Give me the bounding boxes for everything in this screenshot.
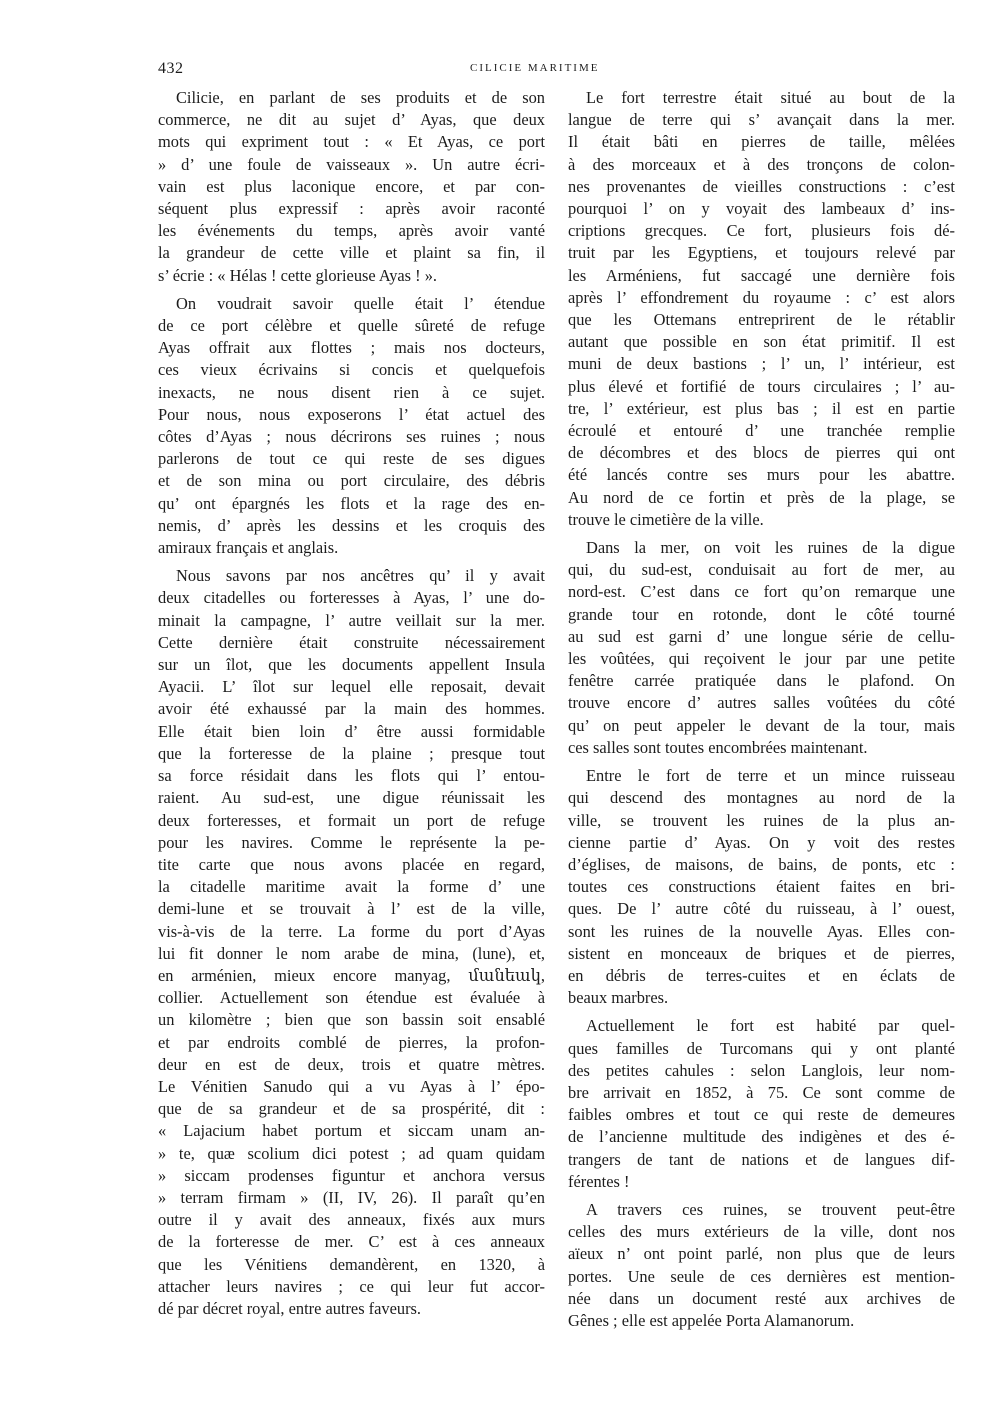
text-line: celles des murs extérieurs de la ville, dont nos (568, 1222, 955, 1242)
text-line: Nous savons par nos ancêtres qu’ il y avait (176, 566, 545, 586)
paragraph (568, 1199, 955, 1332)
text-line: trouve encore d’ autres salles voûtées du côté (568, 693, 955, 713)
text-line: à des morceaux et à des tronçons de colon- (568, 154, 955, 174)
text-line: dé par décret royal, entre autres faveurs. (158, 1298, 422, 1318)
text-line: minait la campagne, l’ autre veillait sur la mer. (158, 610, 545, 630)
text-line: deux citadelles ou forteresses à Ayas, l’ une do- (158, 588, 545, 608)
text-line: Au nord de ce fortin et près de la plage, se (568, 487, 955, 507)
text-line: truit par les Egyptiens, et toujours relevé par (568, 243, 955, 263)
text-line: avoir été exhaussé par la main des hommes. (158, 699, 545, 719)
running-head: CILICIE MARITIME (470, 62, 600, 74)
text-line: qui, du sud-est, conduisait au fort de mer, au (568, 560, 955, 580)
left-column (158, 87, 545, 1326)
text-line: férentes ! (568, 1171, 630, 1191)
text-line: lui fit donner le nom arabe de mina, (lune), et, (158, 943, 545, 963)
text-line: vain est plus laconique encore, et par con- (158, 176, 545, 196)
text-line: tre, l’ extérieur, est plus bas ; il est en partie (568, 398, 955, 418)
text-line: Dans la mer, on voit les ruines de la digue (586, 538, 955, 558)
text-line: de l’ancienne multitude des indigènes et des é- (568, 1127, 955, 1147)
text-line: les événements du temps, après avoir vanté (158, 221, 545, 241)
text-line: qui descend des montagnes au nord de la (568, 788, 955, 808)
text-line: après l’ effondrement du royaume : c’ est alors (568, 287, 955, 307)
text-line: « Lajacium habet portum et siccam unam an- (158, 1121, 545, 1141)
text-line: demi-lune et se trouvait à l’ est de la ville, (158, 899, 545, 919)
text-line: vis-à-vis de la terre. La forme du port d’Ayas (158, 921, 545, 941)
text-line: mots qui expriment tout : « Et Ayas, ce port (158, 132, 545, 152)
text-line: toutes ces constructions étaient faites en bri- (568, 877, 955, 897)
text-line: nord-est. C’est dans ce fort qu’on remarque une (568, 582, 955, 602)
text-line: langue de terre qui s’ avançait dans la mer. (568, 110, 955, 130)
text-line: des petites cahules : selon Langlois, leur nom- (568, 1060, 955, 1080)
text-line: portes. Une seule de ces dernières est mention- (568, 1266, 955, 1286)
text-line: On voudrait savoir quelle était l’ étendue (176, 293, 545, 313)
text-line: » siccam prodenses figuntur et anchora versus (158, 1165, 545, 1185)
text-line: Ayas offrait aux flottes ; mais nos docteurs, (158, 338, 545, 358)
text-line: écroulé et entouré d’ une tranchée remplie (568, 421, 955, 441)
text-line: trangers de tant de nations et de langues dif- (568, 1149, 955, 1169)
paragraph (568, 87, 955, 531)
text-line: de ce port célèbre et quelle sûreté de refuge (158, 316, 545, 336)
text-line: Ayacii. L’ îlot sur lequel elle reposait, devait (158, 677, 545, 697)
paragraph (158, 565, 545, 1320)
text-line: pourquoi l’ on y voyait des lambeaux d’ ins- (568, 199, 955, 219)
paragraph (568, 765, 955, 1009)
text-line: en arménien, mieux encore manyag, մանեակ, (158, 965, 545, 985)
paragraph (568, 537, 955, 759)
right-column (568, 87, 955, 1338)
text-line: » d’ une foule de vaisseaux ». Un autre écri- (158, 154, 545, 174)
text-line: de la forteresse de mer. C’ est à ces anneaux (158, 1232, 545, 1252)
text-line: Cilicie, en parlant de ses produits et de son (176, 88, 545, 107)
text-line: sistent en monceaux de briques et de pierres, (568, 943, 955, 963)
text-line: Cette dernière était construite nécessairement (158, 632, 545, 652)
text-line: de décombres et des blocs de pierres qui ont (568, 443, 955, 463)
text-line: grande tour en rotonde, dont le côté tourné (568, 604, 955, 624)
text-line: commerce, ne dit au sujet d’ Ayas, que deux (158, 110, 545, 130)
text-line: deur en est de deux, trois et quatre mètres. (158, 1054, 545, 1074)
text-line: que la forteresse de la plaine ; presque tout (158, 743, 545, 763)
text-line: les Arméniens, fut saccagé une dernière fois (568, 265, 955, 285)
text-line: Elle était bien loin d’ être aussi formidable (158, 721, 545, 741)
text-line: criptions grecques. Ce fort, plusieurs fois dé- (568, 221, 955, 241)
text-line: en débris de terres-cuites et en éclats de (568, 965, 955, 985)
text-line: ques. De l’ autre côté du ruisseau, à l’ ouest, (568, 899, 955, 919)
text-line: d’églises, de maisons, de bains, de ponts, etc : (568, 854, 955, 874)
text-line: muni de deux bastions ; l’ un, l’ intérieur, est (568, 354, 955, 374)
text-line: été lancés contre ses murs pour les abattre. (568, 465, 955, 485)
text-line: Le fort terrestre était situé au bout de la (586, 88, 955, 107)
text-line: née dans un document resté aux archives de (568, 1288, 955, 1308)
text-line: les voûtées, qui reçoivent le jour par une petite (568, 649, 955, 669)
text-line: attacher leurs navires ; ce qui leur fut accor- (158, 1276, 545, 1296)
text-line: ques familles de Turcomans qui y ont planté (568, 1038, 955, 1058)
text-line: raient. Au sud-est, une digue réunissait les (158, 788, 545, 808)
text-line: s’ écrie : « Hélas ! cette glorieuse Ayas ! ». (158, 265, 437, 285)
paragraph (158, 87, 545, 287)
text-line: tite carte que nous avons placée en regard, (158, 854, 545, 874)
text-line: ces vieux écrivains si concis et quelquefois (158, 360, 545, 380)
text-line: Pour nous, nous exposerons l’ état actuel des (158, 404, 545, 424)
text-line: au sud est garni d’ une longue série de cellu- (568, 626, 955, 646)
text-line: séquent plus expressif : après avoir raconté (158, 199, 545, 219)
text-line: la citadelle maritime avait la forme d’ une (158, 877, 545, 897)
text-line: parlerons de tout ce qui reste de ses digues (158, 449, 545, 469)
text-line: qu’ on peut appeler le devant de la tour, mais (568, 715, 955, 735)
text-line: et par endroits comblé de pierres, la profon- (158, 1032, 545, 1052)
text-line: nes provenantes de vieilles constructions : c’est (568, 176, 955, 196)
text-line: amiraux français et anglais. (158, 538, 339, 558)
text-line: plus élevé et fortifié de tours circulaires ; l’ au- (568, 376, 955, 396)
text-line: côtes d’Ayas ; nous décrirons ses ruines ; nous (158, 427, 545, 447)
text-line: un kilomètre ; bien que son bassin soit ensablé (158, 1010, 545, 1030)
text-line: fenêtre carrée pratiquée dans le plafond. On (568, 671, 955, 691)
text-line: » terram firmam » (II, IV, 26). Il paraît qu’en (158, 1187, 545, 1207)
text-line: faibles ombres et tout ce qui reste de demeures (568, 1105, 955, 1125)
text-line: Actuellement le fort est habité par quel- (586, 1016, 955, 1036)
text-line: qu’ ont épargnés les flots et la rage des en- (158, 493, 545, 513)
text-line: autant que possible en son état primitif. Il est (568, 332, 955, 352)
text-line: A travers ces ruines, se trouvent peut-être (586, 1199, 955, 1219)
text-line: ces salles sont toutes encombrées maintenant. (568, 737, 868, 757)
text-line: que les Vénitiens demandèrent, en 1320, à (158, 1254, 545, 1274)
text-line: Gênes ; elle est appelée Porta Alamanorum. (568, 1310, 855, 1330)
text-line: » te, quæ scolium dici potest ; ad quam quidam (158, 1143, 545, 1163)
text-line: aïeux n’ ont point parlé, non plus que de leurs (568, 1244, 955, 1264)
text-line: Il était bâti en pierres de taille, mêlées (568, 132, 955, 152)
paragraph (158, 293, 545, 559)
text-line: et de son mina ou port circulaire, des débris (158, 471, 545, 491)
text-line: que les Ottemans entreprirent de le rétablir (568, 310, 955, 330)
text-line: sont les ruines de la nouvelle Ayas. Elles con- (568, 921, 955, 941)
text-line: outre il y avait des anneaux, fixés aux murs (158, 1210, 545, 1230)
text-line: inexacts, ne nous disent rien à ce sujet. (158, 382, 545, 402)
text-line: la grandeur de cette ville et plaint sa fin, il (158, 243, 545, 263)
text-line: beaux marbres. (568, 988, 669, 1008)
page-number: 432 (158, 60, 184, 77)
text-line: deux forteresses, et formait un port de refuge (158, 810, 545, 830)
paragraph (568, 1015, 955, 1193)
text-line: bre arrivait en 1852, à 75. Ce sont comme de (568, 1082, 955, 1102)
text-line: collier. Actuellement son étendue est évaluée à (158, 988, 545, 1008)
text-line: nemis, d’ après les dessins et les croquis des (158, 515, 545, 535)
text-line: ville, se trouvent les ruines de la plus an- (568, 810, 955, 830)
text-line: sa force résidait dans les flots qui l’ entou- (158, 766, 545, 786)
text-line: trouve le cimetière de la ville. (568, 509, 764, 529)
text-line: pour les navires. Comme le représente la pe- (158, 832, 545, 852)
text-line: Le Vénitien Sanudo qui a vu Ayas à l’ épo- (158, 1076, 545, 1096)
text-line: Entre le fort de terre et un mince ruisseau (586, 766, 955, 786)
text-line: sur un îlot, que les documents appellent Insula (158, 655, 545, 675)
text-line: cienne partie d’ Ayas. On y voit des restes (568, 832, 955, 852)
text-line: que de sa grandeur et de sa prospérité, dit : (158, 1099, 545, 1119)
